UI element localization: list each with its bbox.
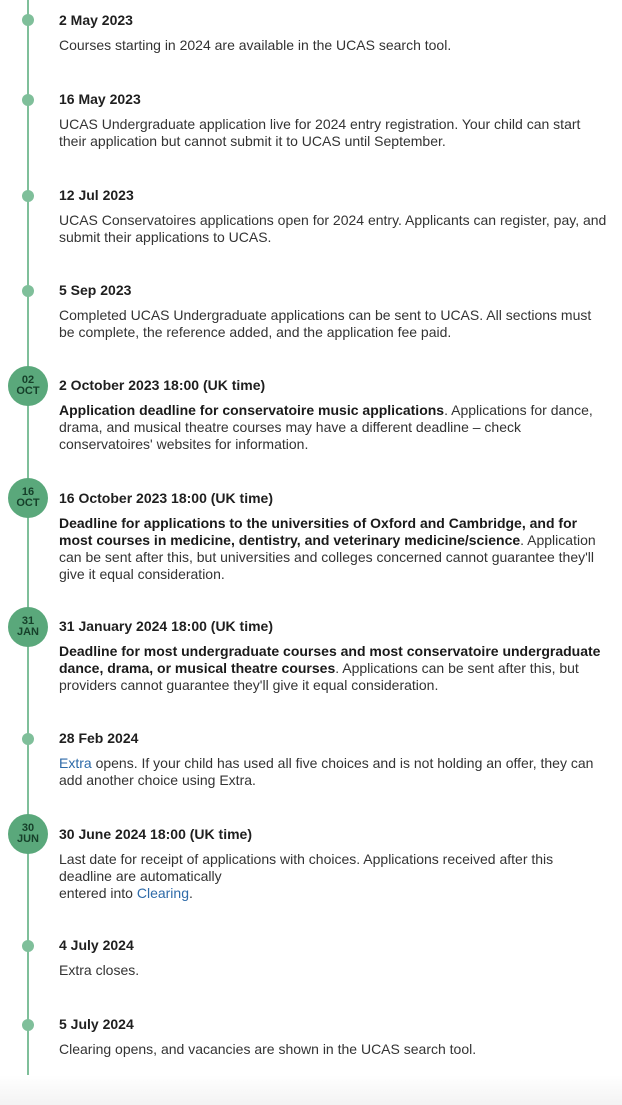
bottom-fade xyxy=(0,1075,622,1105)
event-description-text: . Application can be sent after this, but universities and colleges concerned cannot guarantee they'll give it equal consideration. xyxy=(59,532,596,582)
timeline-dot xyxy=(22,285,34,297)
event-description: UCAS Undergraduate application live for 2024 entry registration. Your child can start their application but cannot submit it to UCAS until September. xyxy=(59,116,581,149)
timeline-dot xyxy=(22,94,34,106)
timeline-event xyxy=(59,282,607,341)
event-description-bold: Deadline for most undergraduate courses and most conservatoire undergraduate dance, drama, or musical theatre courses xyxy=(59,643,601,676)
event-description: Completed UCAS Undergraduate applications can be sent to UCAS. All sections must be complete, the reference added, and the application fee paid. xyxy=(59,307,592,340)
badge-month: JAN xyxy=(16,626,39,638)
event-date: 28 Feb 2024 xyxy=(59,730,139,746)
event-description xyxy=(59,851,607,902)
badge-day: 16 xyxy=(21,486,35,498)
event-date: 2 May 2023 xyxy=(59,12,133,28)
event-date: 30 June 2024 18:00 (UK time) xyxy=(59,826,252,842)
event-description: Clearing opens, and vacancies are shown in the UCAS search tool. xyxy=(59,1041,477,1057)
badge-day: 30 xyxy=(21,822,35,834)
clearing-link[interactable]: Clearing xyxy=(136,885,189,901)
event-description-text: . xyxy=(188,885,193,901)
timeline-event xyxy=(59,618,607,694)
event-description xyxy=(59,402,607,453)
date-badge xyxy=(8,814,48,854)
event-description-text: entered into xyxy=(59,885,137,901)
extra-link[interactable]: Extra xyxy=(59,755,92,771)
timeline-event xyxy=(59,91,607,150)
event-description xyxy=(59,755,607,789)
event-description xyxy=(59,515,607,583)
event-description: Courses starting in 2024 are available in the UCAS search tool. xyxy=(59,37,452,53)
event-description-text: opens. If your child has used all five choices and is not holding an offer, they can add another choice using Extra. xyxy=(59,755,594,788)
date-badge xyxy=(8,478,48,518)
event-description: Extra closes. xyxy=(59,962,140,978)
event-date: 2 October 2023 18:00 (UK time) xyxy=(59,377,266,393)
badge-day: 31 xyxy=(21,615,35,627)
event-description-text: . Applications for dance, drama, and musical theatre courses may have a different deadline – check conservatoires' websites for information. xyxy=(59,402,593,452)
timeline-dot xyxy=(22,190,34,202)
timeline-dot xyxy=(22,733,34,745)
event-date: 12 Jul 2023 xyxy=(59,187,134,203)
event-date: 4 July 2024 xyxy=(59,937,134,953)
timeline-dot xyxy=(22,14,34,26)
badge-month: JUN xyxy=(16,833,39,845)
event-date: 31 January 2024 18:00 (UK time) xyxy=(59,618,273,634)
timeline-event xyxy=(59,937,607,979)
timeline-event xyxy=(59,187,607,246)
timeline-event xyxy=(59,826,607,902)
event-description: UCAS Conservatoires applications open for 2024 entry. Applicants can register, pay, and submit their applications to UCAS. xyxy=(59,212,607,245)
timeline-dot xyxy=(22,1019,34,1031)
event-description-text: . Applications can be sent after this, but providers cannot guarantee they'll give it equal consideration. xyxy=(59,660,579,693)
timeline-event xyxy=(59,1016,607,1058)
event-description xyxy=(59,643,607,694)
event-date: 16 May 2023 xyxy=(59,91,141,107)
event-description-bold: Deadline for applications to the universities of Oxford and Cambridge, and for most courses in medicine, dentistry, and veterinary medicine/science xyxy=(59,515,578,548)
event-date: 5 July 2024 xyxy=(59,1016,134,1032)
event-description-bold: Application deadline for conservatoire music applications xyxy=(59,402,445,418)
date-badge xyxy=(8,366,48,406)
event-date: 5 Sep 2023 xyxy=(59,282,132,298)
event-description-line: Last date for receipt of applications with choices. Applications received after this deadline are automatically xyxy=(59,851,554,884)
event-description-line xyxy=(59,885,607,902)
badge-month: OCT xyxy=(16,385,40,397)
date-badge xyxy=(8,607,48,647)
timeline-event xyxy=(59,730,607,789)
badge-month: OCT xyxy=(16,497,40,509)
timeline-event xyxy=(59,12,607,54)
badge-day: 02 xyxy=(21,374,35,386)
timeline-dot xyxy=(22,940,34,952)
event-date: 16 October 2023 18:00 (UK time) xyxy=(59,490,273,506)
timeline-event xyxy=(59,377,607,453)
timeline-event xyxy=(59,490,607,583)
